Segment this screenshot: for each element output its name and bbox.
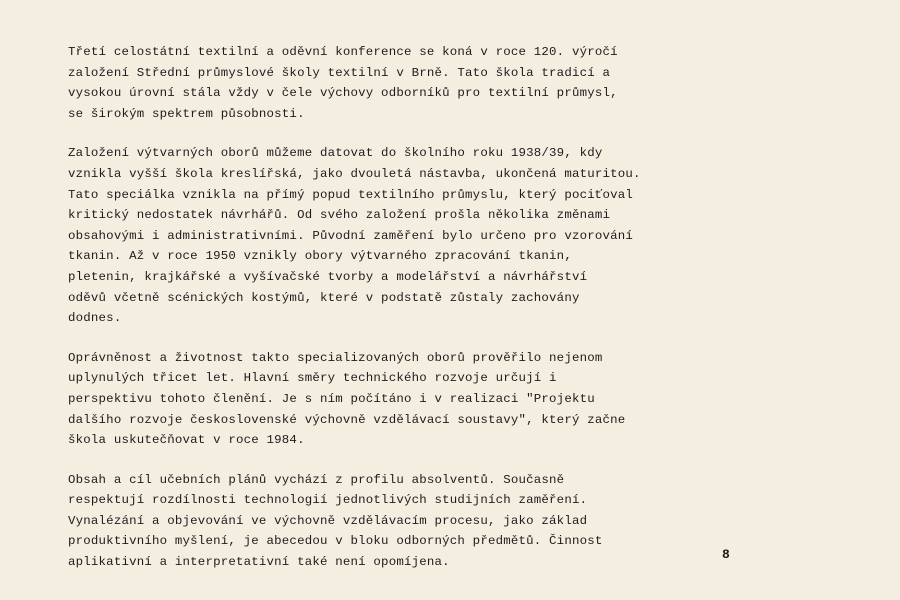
text-line: škola uskutečňovat v roce 1984. [68, 433, 305, 448]
text-line: vysokou úrovní stála vždy v čele výchovy odborníků pro textilní průmysl, [68, 86, 618, 101]
text-line: Tato speciálka vznikla na přímý popud textilního průmyslu, který pociťoval [68, 187, 634, 202]
text-line: obsahovými i administrativními. Původní zaměření bylo určeno pro vzorování [68, 228, 634, 243]
text-line: tkanin. Až v roce 1950 vznikly obory výtvarného zpracování tkanin, [68, 249, 572, 264]
text-line: perspektivu tohoto členění. Je s ním počítáno i v realizaci "Projektu [68, 391, 595, 406]
text-line: založení Střední průmyslové školy textilní v Brně. Tato škola tradicí a [68, 65, 611, 80]
text-line: se širokým spektrem působnosti. [68, 106, 305, 121]
text-line: Třetí celostátní textilní a oděvní konference se koná v roce 120. výročí [68, 45, 618, 59]
text-line: produktivního myšlení, je abecedou v bloku odborných předmětů. Činnost [68, 534, 603, 549]
text-line: Obsah a cíl učebních plánů vychází z profilu absolventů. Současně [68, 472, 565, 487]
paragraph-conference [68, 42, 708, 124]
text-line: dodnes. [68, 311, 122, 326]
text-line: respektují rozdílnosti technologií jednotlivých studijních zaměření. [68, 493, 588, 508]
text-line: dalšího rozvoje československé výchovně vzdělávací soustavy", který začne [68, 412, 626, 427]
text-body [68, 42, 708, 592]
text-line: Oprávněnost a životnost takto specializovaných oborů prověřilo nejenom [68, 350, 603, 365]
text-line: oděvů včetně scénických kostýmů, které v podstatě zůstaly zachovány [68, 290, 580, 305]
text-line: aplikativní a interpretativní také není opomíjena. [68, 555, 450, 570]
text-line: Založení výtvarných oborů můžeme datovat do školního roku 1938/39, kdy [68, 146, 603, 161]
text-line: uplynulých třicet let. Hlavní směry technického rozvoje určují i [68, 371, 557, 386]
text-line: vznikla vyšší škola kreslířská, jako dvouletá nástavba, ukončená maturitou. [68, 166, 641, 181]
paragraph-curriculum [68, 470, 708, 573]
paragraph-founding [68, 143, 708, 328]
text-line: Vynalézání a objevování ve výchovně vzdělávacím procesu, jako základ [68, 513, 588, 528]
text-line: pletenin, krajkářské a vyšívačské tvorby a modelářství a návrhářství [68, 269, 588, 284]
page-number: 8 [722, 547, 730, 562]
text-line: kritický nedostatek návrhářů. Od svého založení prošla několika změnami [68, 208, 611, 223]
paragraph-legitimacy [68, 348, 708, 451]
